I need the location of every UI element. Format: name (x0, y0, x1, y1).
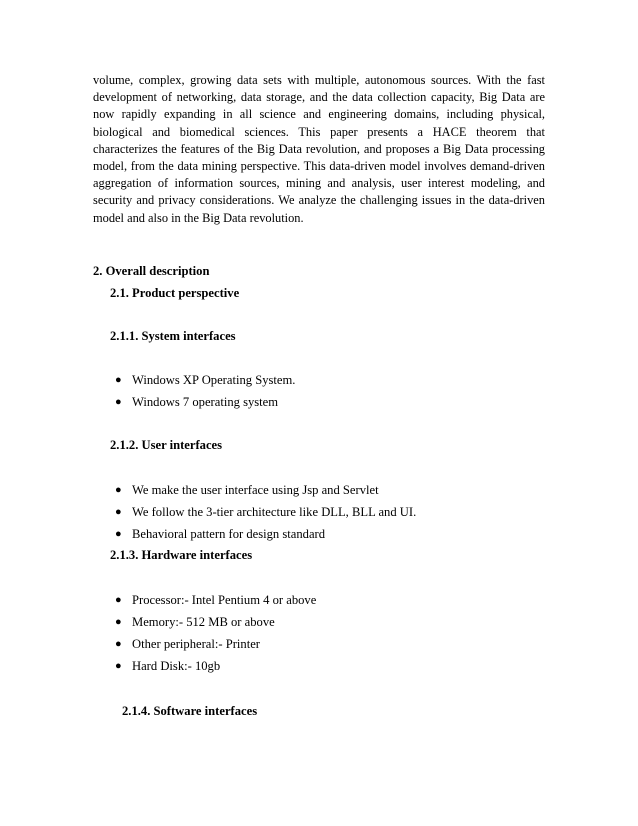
bullet-icon: ● (115, 374, 122, 386)
bullet-icon: ● (115, 506, 122, 518)
list-item: ● Behavioral pattern for design standard (115, 527, 326, 541)
list-item: ● Windows 7 operating system (115, 395, 279, 409)
bullet-icon: ● (115, 484, 122, 496)
section-2-1-heading: 2.1. Product perspective (110, 286, 240, 300)
section-2-1-2-heading: 2.1.2. User interfaces (110, 438, 223, 452)
bullet-icon: ● (115, 594, 122, 606)
list-item: ● Windows XP Operating System. (115, 373, 296, 387)
user-interfaces-list (112, 482, 416, 548)
list-item: ● Hard Disk:- 10gb (115, 659, 221, 673)
list-item: ● Other peripheral:- Printer (115, 637, 260, 651)
bullet-icon: ● (115, 396, 122, 408)
system-interfaces-list (112, 372, 295, 416)
section-2-1-4-heading: 2.1.4. Software interfaces (122, 704, 258, 718)
bullet-icon: ● (115, 528, 122, 540)
section-2-1-3-heading: 2.1.3. Hardware interfaces (110, 548, 253, 562)
intro-paragraph: volume, complex, growing data sets with multiple, autonomous sources. With the fast development of networking, data storage, and the data collection capacity, Big Data are now rapidly expanding in all science and engineering domains, including physical, biological and biomedical sciences. This paper presents a HACE theorem that characterizes the features of the Big Data revolution, and proposes a Big Data processing model, from the data mining perspective. This data-driven model involves demand-driven aggregation of information sources, mining and analysis, user interest modeling, and security and privacy considerations. We analyze the challenging issues in the data-driven model and also in the Big Data revolution. (93, 73, 545, 225)
bullet-icon: ● (115, 638, 122, 650)
list-item: ● Processor:- Intel Pentium 4 or above (115, 593, 317, 607)
section-2-1-1-heading: 2.1.1. System interfaces (110, 329, 236, 343)
list-item: ● We make the user interface using Jsp and Servlet (115, 483, 379, 497)
hardware-interfaces-list (112, 592, 316, 680)
list-item: ● We follow the 3-tier architecture like DLL, BLL and UI. (115, 505, 417, 519)
list-item: ● Memory:- 512 MB or above (115, 615, 275, 629)
bullet-icon: ● (115, 660, 122, 672)
bullet-icon: ● (115, 616, 122, 628)
section-2-heading: 2. Overall description (93, 264, 210, 278)
